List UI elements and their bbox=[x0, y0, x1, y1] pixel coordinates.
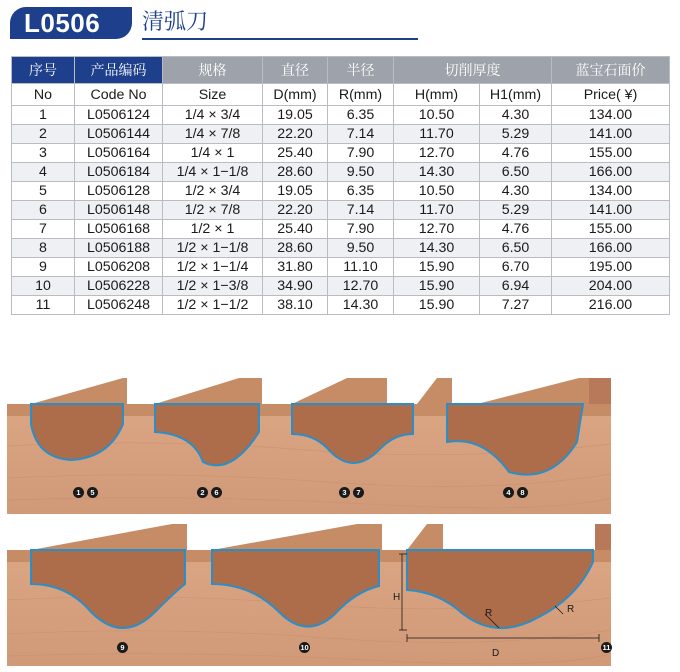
cell-price: 155.00 bbox=[552, 220, 670, 239]
table-header-cn bbox=[12, 57, 670, 84]
cell-h1: 5.29 bbox=[480, 125, 552, 144]
cell-size: 1/2 × 3/4 bbox=[163, 182, 263, 201]
cell-no: 11 bbox=[12, 296, 75, 315]
product-name: 清弧刀 bbox=[142, 10, 209, 35]
table-row bbox=[12, 144, 670, 163]
cell-h: 11.70 bbox=[394, 125, 480, 144]
cell-d: 25.40 bbox=[263, 144, 328, 163]
cell-code: L0506188 bbox=[75, 239, 163, 258]
table-row bbox=[12, 163, 670, 182]
cell-h: 12.70 bbox=[394, 144, 480, 163]
badge-group-2-6 bbox=[197, 487, 222, 498]
model-code-badge: L0506 bbox=[10, 7, 132, 39]
col-header-price: Price( ¥) bbox=[552, 84, 670, 106]
profile-badge: 5 bbox=[87, 487, 98, 498]
page-header bbox=[10, 7, 670, 43]
table-row bbox=[12, 201, 670, 220]
cell-price: 204.00 bbox=[552, 277, 670, 296]
cell-code: L0506164 bbox=[75, 144, 163, 163]
cell-no: 1 bbox=[12, 106, 75, 125]
cell-price: 195.00 bbox=[552, 258, 670, 277]
cell-h: 14.30 bbox=[394, 239, 480, 258]
col-header-size: Size bbox=[163, 84, 263, 106]
dimension-label-d: D bbox=[492, 648, 500, 659]
profile-badge: 11 bbox=[602, 643, 611, 652]
cell-h1: 4.30 bbox=[480, 106, 552, 125]
cell-price: 166.00 bbox=[552, 163, 670, 182]
table-row bbox=[12, 182, 670, 201]
cell-price: 155.00 bbox=[552, 144, 670, 163]
cell-size: 1/2 × 1−1/2 bbox=[163, 296, 263, 315]
cell-size: 1/2 × 1 bbox=[163, 220, 263, 239]
cell-d: 25.40 bbox=[263, 220, 328, 239]
col-header-code: Code No bbox=[75, 84, 163, 106]
cell-r: 12.70 bbox=[328, 277, 394, 296]
cell-h1: 5.29 bbox=[480, 201, 552, 220]
cell-code: L0506228 bbox=[75, 277, 163, 296]
cell-d: 19.05 bbox=[263, 106, 328, 125]
cell-d: 28.60 bbox=[263, 163, 328, 182]
cell-size: 1/4 × 1−1/8 bbox=[163, 163, 263, 182]
cell-no: 8 bbox=[12, 239, 75, 258]
table-row bbox=[12, 125, 670, 144]
col-header-code-cn: 产品编码 bbox=[75, 57, 163, 84]
cell-h1: 4.30 bbox=[480, 182, 552, 201]
profile-badge: 10 bbox=[300, 643, 309, 652]
cell-d: 31.80 bbox=[263, 258, 328, 277]
cut-profiles-bottom bbox=[31, 550, 593, 628]
cell-h: 14.30 bbox=[394, 163, 480, 182]
dimension-label-r-right: R bbox=[567, 604, 575, 615]
col-header-r: R(mm) bbox=[328, 84, 394, 106]
badge-group-9 bbox=[117, 642, 128, 653]
profile-badge: 4 bbox=[503, 487, 514, 498]
table-row bbox=[12, 106, 670, 125]
col-header-price-cn: 蓝宝石面价 bbox=[552, 57, 670, 84]
cell-no: 10 bbox=[12, 277, 75, 296]
table-row bbox=[12, 277, 670, 296]
table-row bbox=[12, 239, 670, 258]
cell-no: 3 bbox=[12, 144, 75, 163]
cell-no: 5 bbox=[12, 182, 75, 201]
badge-group-4-8 bbox=[503, 487, 528, 498]
cell-r: 11.10 bbox=[328, 258, 394, 277]
badge-group-10 bbox=[299, 642, 310, 653]
cell-h: 15.90 bbox=[394, 258, 480, 277]
cell-no: 4 bbox=[12, 163, 75, 182]
cell-r: 7.14 bbox=[328, 125, 394, 144]
cell-no: 9 bbox=[12, 258, 75, 277]
cell-r: 7.90 bbox=[328, 220, 394, 239]
cell-d: 28.60 bbox=[263, 239, 328, 258]
col-header-d: D(mm) bbox=[263, 84, 328, 106]
cell-price: 216.00 bbox=[552, 296, 670, 315]
profile-badge: 7 bbox=[353, 487, 364, 498]
col-header-thickness-cn: 切削厚度 bbox=[394, 57, 552, 84]
cell-price: 141.00 bbox=[552, 125, 670, 144]
cell-price: 141.00 bbox=[552, 201, 670, 220]
spec-table-body bbox=[12, 106, 670, 315]
cell-h1: 6.70 bbox=[480, 258, 552, 277]
dimension-label-h: H bbox=[393, 592, 401, 603]
cell-no: 6 bbox=[12, 201, 75, 220]
cell-code: L0506148 bbox=[75, 201, 163, 220]
cell-h: 10.50 bbox=[394, 182, 480, 201]
badge-group-1-5 bbox=[73, 487, 98, 498]
col-header-no-cn: 序号 bbox=[12, 57, 75, 84]
cell-size: 1/4 × 7/8 bbox=[163, 125, 263, 144]
cell-size: 1/4 × 1 bbox=[163, 144, 263, 163]
end-post bbox=[589, 378, 611, 404]
cell-r: 9.50 bbox=[328, 163, 394, 182]
cell-h1: 6.50 bbox=[480, 163, 552, 182]
profile-badge: 6 bbox=[211, 487, 222, 498]
cell-size: 1/4 × 3/4 bbox=[163, 106, 263, 125]
col-header-h: H(mm) bbox=[394, 84, 480, 106]
cell-r: 7.14 bbox=[328, 201, 394, 220]
cell-h: 15.90 bbox=[394, 277, 480, 296]
table-row bbox=[12, 258, 670, 277]
cell-h1: 6.50 bbox=[480, 239, 552, 258]
table-row bbox=[12, 296, 670, 315]
cell-d: 22.20 bbox=[263, 125, 328, 144]
badge-group-3-7 bbox=[339, 487, 364, 498]
cell-size: 1/2 × 1−3/8 bbox=[163, 277, 263, 296]
col-header-no: No bbox=[12, 84, 75, 106]
cell-no: 7 bbox=[12, 220, 75, 239]
header-underline bbox=[142, 38, 418, 40]
profile-panel-bottom bbox=[7, 522, 611, 666]
cell-d: 19.05 bbox=[263, 182, 328, 201]
cell-h: 10.50 bbox=[394, 106, 480, 125]
cell-r: 7.90 bbox=[328, 144, 394, 163]
cell-size: 1/2 × 1−1/4 bbox=[163, 258, 263, 277]
table-row bbox=[12, 220, 670, 239]
cell-code: L0506208 bbox=[75, 258, 163, 277]
col-header-size-cn: 规格 bbox=[163, 57, 263, 84]
cell-d: 34.90 bbox=[263, 277, 328, 296]
cell-no: 2 bbox=[12, 125, 75, 144]
cell-d: 38.10 bbox=[263, 296, 328, 315]
cell-price: 134.00 bbox=[552, 106, 670, 125]
cell-d: 22.20 bbox=[263, 201, 328, 220]
cell-code: L0506168 bbox=[75, 220, 163, 239]
cell-r: 6.35 bbox=[328, 182, 394, 201]
cell-price: 134.00 bbox=[552, 182, 670, 201]
cell-h: 11.70 bbox=[394, 201, 480, 220]
cell-code: L0506248 bbox=[75, 296, 163, 315]
col-header-h1: H1(mm) bbox=[480, 84, 552, 106]
table-header-en bbox=[12, 84, 670, 106]
spec-table bbox=[11, 56, 670, 315]
cell-r: 9.50 bbox=[328, 239, 394, 258]
badge-group-11 bbox=[601, 642, 612, 653]
dimension-label-r-left: R bbox=[485, 608, 493, 619]
cell-h: 15.90 bbox=[394, 296, 480, 315]
cell-code: L0506124 bbox=[75, 106, 163, 125]
profile-badge: 9 bbox=[117, 642, 128, 653]
cell-code: L0506184 bbox=[75, 163, 163, 182]
cell-h1: 7.27 bbox=[480, 296, 552, 315]
col-header-radius-cn: 半径 bbox=[328, 57, 394, 84]
profile-badge: 8 bbox=[517, 487, 528, 498]
end-post bbox=[595, 524, 611, 550]
cell-code: L0506128 bbox=[75, 182, 163, 201]
cell-code: L0506144 bbox=[75, 125, 163, 144]
cell-r: 6.35 bbox=[328, 106, 394, 125]
profile-badge: 2 bbox=[197, 487, 208, 498]
cell-h1: 4.76 bbox=[480, 220, 552, 239]
cell-h1: 6.94 bbox=[480, 277, 552, 296]
cell-size: 1/2 × 7/8 bbox=[163, 201, 263, 220]
profile-panel-top bbox=[7, 376, 611, 514]
cell-h1: 4.76 bbox=[480, 144, 552, 163]
cell-h: 12.70 bbox=[394, 220, 480, 239]
col-header-diameter-cn: 直径 bbox=[263, 57, 328, 84]
profile-badge: 1 bbox=[73, 487, 84, 498]
cell-price: 166.00 bbox=[552, 239, 670, 258]
profile-badge: 3 bbox=[339, 487, 350, 498]
cell-size: 1/2 × 1−1/8 bbox=[163, 239, 263, 258]
cell-r: 14.30 bbox=[328, 296, 394, 315]
